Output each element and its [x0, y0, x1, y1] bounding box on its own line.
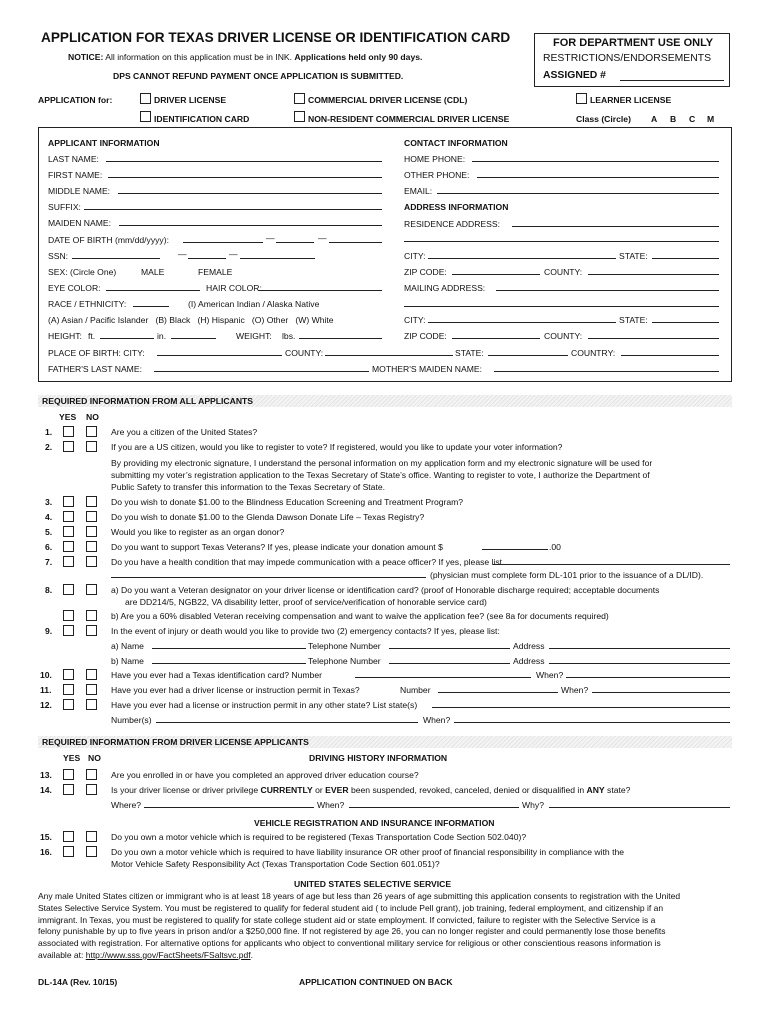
suffix-label: SUFFIX:: [48, 202, 81, 212]
q2-text: If you are a US citizen, would you like to register to vote? If registered, would you like to update your voter information?: [111, 442, 563, 452]
q10-when-label: When?: [536, 670, 564, 680]
dob-month-field[interactable]: [183, 242, 263, 243]
q4-text: Do you wish to donate $1.00 to the Glenda Dawson Donate Life – Texas Registry?: [111, 512, 425, 522]
application-for-label: APPLICATION for:: [38, 95, 113, 105]
q2-yes-checkbox[interactable]: [63, 441, 74, 452]
class-m[interactable]: M: [707, 114, 715, 124]
q3-yes-checkbox[interactable]: [63, 496, 74, 507]
q3-number: 3.: [45, 497, 53, 507]
mother-maiden-field[interactable]: [494, 371, 719, 372]
residence-field[interactable]: [512, 226, 719, 227]
q12-when-field[interactable]: [454, 722, 730, 723]
contact-heading: CONTACT INFORMATION: [404, 138, 508, 148]
dob-dash-1: —: [266, 233, 275, 243]
weight-field[interactable]: [299, 338, 382, 339]
q12-number: 12.: [40, 700, 52, 710]
notice-text: All information on this application must be in INK.: [105, 52, 293, 62]
q11-text: Have you ever had a driver license or instruction permit in Texas?: [111, 685, 360, 695]
mailing-zip-field[interactable]: [452, 338, 540, 339]
dept-assigned-line: [620, 80, 724, 81]
race-option-i: (I) American Indian / Alaska Native: [188, 299, 320, 309]
height-in-label: in.: [157, 331, 167, 341]
residence-state-field[interactable]: [652, 258, 719, 259]
selective-line-2: States Selective Service System. You must be registered to qualify for federal student aid ( to include Pell grant), job training, federal employment, and citizenship if an: [38, 902, 664, 913]
q13-text: Are you enrolled in or have you completed an approved driver education course?: [111, 770, 419, 780]
q6-amount-field[interactable]: [482, 549, 548, 550]
q9b-telephone-field[interactable]: [389, 663, 510, 664]
q6-cents: .00: [549, 542, 561, 552]
q11-when-label: When?: [561, 685, 589, 695]
q7-condition-field-line2[interactable]: [111, 577, 426, 578]
q5-text: Would you like to register as an organ donor?: [111, 527, 285, 537]
notice-bold: Applications held only 90 days.: [294, 52, 423, 62]
middle-name-field[interactable]: [118, 193, 382, 194]
pob-city-field[interactable]: [157, 355, 282, 356]
sex-female-option[interactable]: FEMALE: [198, 267, 233, 277]
q8b-text: b) Are you a 60% disabled Veteran receiving compensation and want to waive the application fee? (see 8a for documents required): [111, 611, 609, 621]
dob-label: DATE OF BIRTH (mm/dd/yyyy):: [48, 235, 169, 245]
race-options: (A) Asian / Pacific Islander (B) Black (H) Hispanic (O) Other (W) White: [48, 315, 334, 325]
cdl-checkbox[interactable]: [294, 93, 305, 104]
q7-yes-checkbox[interactable]: [63, 556, 74, 567]
q5-yes-checkbox[interactable]: [63, 526, 74, 537]
notice-label: NOTICE:: [68, 52, 104, 62]
q6-no-checkbox[interactable]: [86, 541, 97, 552]
last-name-label: LAST NAME:: [48, 154, 99, 164]
selective-line-4: felony punishable by up to five years in prison and/or a $250,000 fine. If not registered by age 26, you can no longer register and could permanently lose those benefits: [38, 926, 666, 937]
class-a[interactable]: A: [651, 114, 658, 124]
q14-yes-checkbox[interactable]: [63, 784, 74, 795]
q5-no-checkbox[interactable]: [86, 526, 97, 537]
q9b-name-label: b) Name: [111, 656, 144, 666]
q11-yes-checkbox[interactable]: [63, 684, 74, 695]
height-label: HEIGHT:: [48, 331, 82, 341]
q10-number: 10.: [40, 670, 52, 680]
ssn-dash-1: —: [178, 249, 187, 259]
pob-state-field[interactable]: [488, 355, 568, 356]
q11-when-field[interactable]: [592, 692, 730, 693]
q14-when-label: When?: [317, 800, 345, 810]
q7-note: (physician must complete form DL-101 prior to the issuance of a DL/ID).: [430, 570, 704, 580]
mailing-city-field[interactable]: [428, 322, 616, 323]
q9a-telephone-label: Telephone Number: [308, 641, 381, 651]
refund-notice: DPS CANNOT REFUND PAYMENT ONCE APPLICATION IS SUBMITTED.: [113, 71, 404, 81]
q8-number: 8.: [45, 585, 53, 595]
first-name-label: FIRST NAME:: [48, 170, 103, 180]
driver-license-checkbox[interactable]: [140, 93, 151, 104]
q4-no-checkbox[interactable]: [86, 511, 97, 522]
required-dl-banner: [38, 736, 732, 748]
eye-color-label: EYE COLOR:: [48, 283, 101, 293]
selective-line-5: associated with registration. For alternative options for applicants who object to conventional military service for religious or other conscientious reasons information is: [38, 938, 661, 949]
q12-text: Have you ever had a license or instruction permit in any other state? List state(s): [111, 700, 418, 710]
q8a-text-line2: are DD214/5, NGB22, VA disability letter, proof of service/verification of honorable service card): [125, 597, 487, 607]
q12-numbers-field[interactable]: [156, 722, 418, 723]
residence-field-line2[interactable]: [404, 241, 719, 242]
class-b[interactable]: B: [670, 114, 677, 124]
q9b-telephone-label: Telephone Number: [308, 656, 381, 666]
selective-period: .: [250, 949, 253, 960]
q10-number-field[interactable]: [355, 677, 531, 678]
q12-states-field[interactable]: [432, 707, 730, 708]
q9a-address-field[interactable]: [549, 648, 730, 649]
father-name-field[interactable]: [154, 371, 369, 372]
department-use-box: [534, 33, 730, 87]
q8a-yes-checkbox[interactable]: [63, 584, 74, 595]
mother-maiden-label: MOTHER'S MAIDEN NAME:: [372, 364, 483, 374]
mailing-zip-label: ZIP CODE:: [404, 331, 447, 341]
form-title: APPLICATION FOR TEXAS DRIVER LICENSE OR IDENTIFICATION CARD: [41, 30, 511, 45]
q1-number: 1.: [45, 427, 53, 437]
mailing-state-field[interactable]: [652, 322, 719, 323]
email-label: EMAIL:: [404, 186, 433, 196]
q14-number: 14.: [40, 785, 52, 795]
dept-restrictions: RESTRICTIONS/ENDORSEMENTS: [543, 53, 711, 64]
pob-state-label: STATE:: [455, 348, 484, 358]
q14-no-checkbox[interactable]: [86, 784, 97, 795]
father-name-label: FATHER'S LAST NAME:: [48, 364, 142, 374]
dept-assigned-label: ASSIGNED #: [543, 70, 606, 81]
q3-text: Do you wish to donate $1.00 to the Blindness Education Screening and Treatment Program?: [111, 497, 464, 507]
required-dl-heading: REQUIRED INFORMATION FROM DRIVER LICENSE APPLICANTS: [42, 737, 309, 747]
q8b-yes-checkbox[interactable]: [63, 610, 74, 621]
q9-number: 9.: [45, 626, 53, 636]
required-all-banner: [38, 395, 732, 407]
q14-ever: EVER: [325, 785, 349, 795]
driver-license-label: DRIVER LICENSE: [154, 95, 227, 105]
q15-no-checkbox[interactable]: [86, 831, 97, 842]
q12-numbers-label: Number(s): [111, 715, 152, 725]
form-id: DL-14A (Rev. 10/15): [38, 977, 118, 987]
q9-text: In the event of injury or death would you like to provide two (2) emergency contacts? If yes, please list:: [111, 626, 500, 636]
q8a-text-line1: a) Do you want a Veteran designator on your driver license or identification card? (proof of Honorable discharge required; acceptable documents: [111, 585, 660, 595]
selective-service-heading: UNITED STATES SELECTIVE SERVICE: [294, 879, 452, 889]
mailing-city-label: CITY:: [404, 315, 426, 325]
hair-color-field[interactable]: [258, 290, 382, 291]
q9a-name-label: a) Name: [111, 641, 144, 651]
ssn-part1-field[interactable]: [72, 258, 160, 259]
q16-text-line1: Do you own a motor vehicle which is required to have liability insurance OR other proof of financial responsibility in compliance with the: [111, 847, 625, 857]
height-in-field[interactable]: [171, 338, 216, 339]
q14-why-label: Why?: [522, 800, 544, 810]
q8a-no-checkbox[interactable]: [86, 584, 97, 595]
eye-color-field[interactable]: [106, 290, 200, 291]
q11-number-label: Number: [400, 685, 431, 695]
dob-dash-2: —: [318, 233, 327, 243]
pob-country-label: COUNTRY:: [571, 348, 616, 358]
q14-why-field[interactable]: [549, 807, 730, 808]
q15-number: 15.: [40, 832, 52, 842]
id-card-label: IDENTIFICATION CARD: [154, 114, 250, 124]
q14-or: or: [315, 785, 323, 795]
q9b-address-label: Address: [513, 656, 545, 666]
height-ft-label: ft.: [88, 331, 96, 341]
q1-no-checkbox[interactable]: [86, 426, 97, 437]
cdl-label: COMMERCIAL DRIVER LICENSE (CDL): [308, 95, 468, 105]
mailing-field-line2[interactable]: [404, 306, 719, 307]
email-field[interactable]: [437, 193, 719, 194]
q13-no-checkbox[interactable]: [86, 769, 97, 780]
ssn-part3-field[interactable]: [240, 258, 315, 259]
weight-lbs-label: lbs.: [282, 331, 296, 341]
applicant-heading: APPLICANT INFORMATION: [48, 138, 160, 148]
q7-text: Do you have a health condition that may impede communication with a peace officer? If yes, please list: [111, 557, 503, 567]
class-c[interactable]: C: [689, 114, 696, 124]
q9a-name-field[interactable]: [152, 648, 306, 649]
q16-number: 16.: [40, 847, 52, 857]
q15-yes-checkbox[interactable]: [63, 831, 74, 842]
q9-no-checkbox[interactable]: [86, 625, 97, 636]
sex-label: SEX: (Circle One): [48, 267, 117, 277]
ssn-part2-field[interactable]: [188, 258, 226, 259]
selective-line-3: immigrant. In Texas, you must be registered to qualify for state college student aid or state employment. If convicted, failure to register with the Selective Service is a: [38, 914, 656, 925]
q10-text: Have you ever had a Texas identification card? Number: [111, 670, 322, 680]
other-phone-label: OTHER PHONE:: [404, 170, 470, 180]
q9b-name-field[interactable]: [152, 663, 306, 664]
mailing-state-label: STATE:: [619, 315, 648, 325]
q9a-telephone-field[interactable]: [389, 648, 510, 649]
home-phone-field[interactable]: [472, 161, 719, 162]
q11-number-field[interactable]: [438, 692, 558, 693]
q14-currently: CURRENTLY: [260, 785, 313, 795]
dob-year-field[interactable]: [329, 242, 382, 243]
q14-when-field[interactable]: [349, 807, 519, 808]
ssn-dash-2: —: [229, 249, 238, 259]
first-name-field[interactable]: [108, 177, 382, 178]
suffix-field[interactable]: [84, 209, 382, 210]
dept-title: FOR DEPARTMENT USE ONLY: [553, 37, 714, 49]
sex-male-option[interactable]: MALE: [141, 267, 165, 277]
yes-header: YES: [59, 412, 77, 422]
ssn-label: SSN:: [48, 251, 69, 261]
selective-line-1: Any male United States citizen or immigrant who is at least 18 years of age but less than 26 years of age submitting this application consents to registration with the United: [38, 891, 681, 901]
height-ft-field[interactable]: [100, 338, 154, 339]
q7-no-checkbox[interactable]: [86, 556, 97, 567]
q7-condition-field[interactable]: [493, 564, 730, 565]
q12-no-checkbox[interactable]: [86, 699, 97, 710]
q12-yes-checkbox[interactable]: [63, 699, 74, 710]
q2-consent-line2: submitting my voter’s registration application to the Texas Secretary of State’s office. Wanting to register to vote, I authorize the Department of: [111, 470, 650, 480]
q10-yes-checkbox[interactable]: [63, 669, 74, 680]
residence-state-label: STATE:: [619, 251, 648, 261]
selective-service-text: [38, 891, 680, 962]
q6-text: Do you want to support Texas Veterans? If yes, please indicate your donation amount $: [111, 542, 443, 552]
no-header: NO: [86, 412, 99, 422]
class-label: Class (Circle): [576, 114, 631, 124]
q5-number: 5.: [45, 527, 53, 537]
dl-no-header: NO: [88, 753, 101, 763]
q13-yes-checkbox[interactable]: [63, 769, 74, 780]
q1-yes-checkbox[interactable]: [63, 426, 74, 437]
selective-available-at: available at:: [38, 949, 86, 960]
q16-no-checkbox[interactable]: [86, 846, 97, 857]
q14-state: state?: [607, 785, 631, 795]
home-phone-label: HOME PHONE:: [404, 154, 466, 164]
q3-no-checkbox[interactable]: [86, 496, 97, 507]
q1-text: Are you a citizen of the United States?: [111, 427, 258, 437]
q6-yes-checkbox[interactable]: [63, 541, 74, 552]
vehicle-heading: VEHICLE REGISTRATION AND INSURANCE INFORMATION: [254, 818, 495, 828]
q2-consent-line3: Public Safety to transfer this information to the Texas Secretary of State.: [111, 482, 386, 492]
q7-number: 7.: [45, 557, 53, 567]
q11-no-checkbox[interactable]: [86, 684, 97, 695]
pob-county-field[interactable]: [325, 355, 453, 356]
maiden-name-field[interactable]: [119, 225, 382, 226]
dl-yes-header: YES: [63, 753, 81, 763]
q13-number: 13.: [40, 770, 52, 780]
residence-city-field[interactable]: [428, 258, 616, 259]
q9b-address-field[interactable]: [549, 663, 730, 664]
race-label: RACE / ETHNICITY:: [48, 299, 127, 309]
selective-line-6: [38, 950, 680, 962]
non-resident-cdl-checkbox[interactable]: [294, 111, 305, 122]
residence-county-field[interactable]: [588, 274, 719, 275]
q16-yes-checkbox[interactable]: [63, 846, 74, 857]
learner-license-checkbox[interactable]: [576, 93, 587, 104]
q14-text: [111, 785, 630, 795]
residence-zip-label: ZIP CODE:: [404, 267, 447, 277]
continued-on-back: APPLICATION CONTINUED ON BACK: [299, 977, 453, 987]
q11-number: 11.: [40, 685, 52, 695]
maiden-name-label: MAIDEN NAME:: [48, 218, 112, 228]
q2-consent-line1: By providing my electronic signature, I understand the personal information on my application form and my electronic signature will be used for: [111, 458, 653, 468]
hair-color-label: HAIR COLOR:: [206, 283, 262, 293]
other-phone-field[interactable]: [477, 177, 719, 178]
q10-when-field[interactable]: [566, 677, 730, 678]
pob-city-label: PLACE OF BIRTH: CITY:: [48, 348, 145, 358]
q12-when-label: When?: [423, 715, 451, 725]
residence-zip-field[interactable]: [452, 274, 540, 275]
learner-license-label: LEARNER LICENSE: [590, 95, 672, 105]
mailing-label: MAILING ADDRESS:: [404, 283, 486, 293]
q2-number: 2.: [45, 442, 53, 452]
address-heading: ADDRESS INFORMATION: [404, 202, 509, 212]
id-card-checkbox[interactable]: [140, 111, 151, 122]
mailing-county-field[interactable]: [588, 338, 719, 339]
q9-yes-checkbox[interactable]: [63, 625, 74, 636]
mailing-field[interactable]: [496, 290, 719, 291]
q14-text-a: Is your driver license or driver privilege: [111, 785, 259, 795]
q14-any: ANY: [586, 785, 605, 795]
residence-city-label: CITY:: [404, 251, 426, 261]
q4-yes-checkbox[interactable]: [63, 511, 74, 522]
q2-no-checkbox[interactable]: [86, 441, 97, 452]
residence-label: RESIDENCE ADDRESS:: [404, 219, 500, 229]
q6-number: 6.: [45, 542, 53, 552]
q14-text-e: been suspended, revoked, canceled, denied or disqualified in: [350, 785, 585, 795]
selective-service-link[interactable]: http://www.sss.gov/FactSheets/FSaltsvc.pdf: [85, 949, 251, 960]
non-resident-cdl-label: NON-RESIDENT COMMERCIAL DRIVER LICENSE: [308, 114, 510, 124]
notice-line: [68, 52, 422, 62]
q10-no-checkbox[interactable]: [86, 669, 97, 680]
pob-county-label: COUNTY:: [285, 348, 324, 358]
last-name-field[interactable]: [106, 161, 382, 162]
q15-text: Do you own a motor vehicle which is required to be registered (Texas Transportation Code Section 502.040)?: [111, 832, 527, 842]
residence-county-label: COUNTY:: [544, 267, 583, 277]
driving-history-heading: DRIVING HISTORY INFORMATION: [309, 753, 448, 763]
required-all-heading: REQUIRED INFORMATION FROM ALL APPLICANTS: [42, 396, 254, 406]
race-field[interactable]: [133, 306, 169, 307]
dob-day-field[interactable]: [276, 242, 314, 243]
q8b-no-checkbox[interactable]: [86, 610, 97, 621]
middle-name-label: MIDDLE NAME:: [48, 186, 111, 196]
mailing-county-label: COUNTY:: [544, 331, 583, 341]
q14-where-label: Where?: [111, 800, 142, 810]
q14-where-field[interactable]: [144, 807, 314, 808]
pob-country-field[interactable]: [621, 355, 719, 356]
q9a-address-label: Address: [513, 641, 545, 651]
weight-label: WEIGHT:: [236, 331, 272, 341]
q4-number: 4.: [45, 512, 53, 522]
q16-text-line2: Motor Vehicle Safety Responsibility Act (Texas Transportation Code Section 601.051)?: [111, 859, 440, 869]
